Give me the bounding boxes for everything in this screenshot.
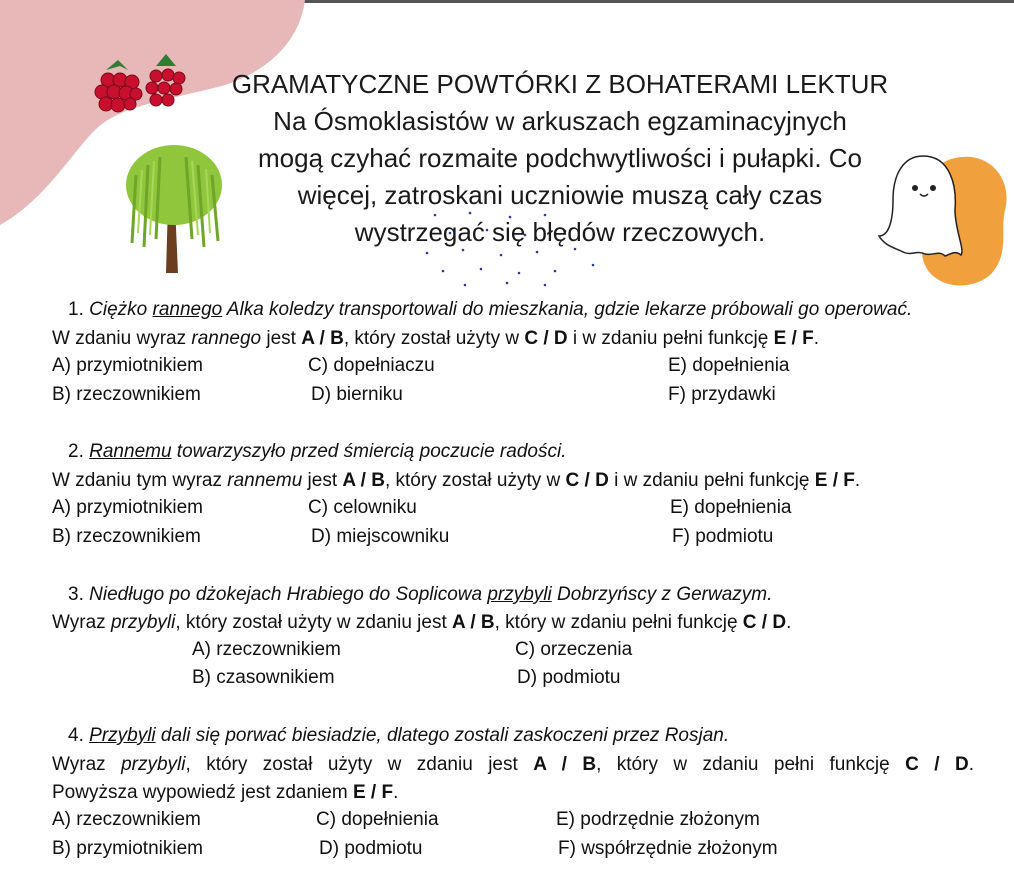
- question-4-prompt-line2: Powyższa wypowiedź jest zdaniem E / F.: [52, 782, 399, 803]
- answer-option: F) podmiotu: [672, 526, 774, 547]
- raspberry-icon: [76, 42, 196, 117]
- answer-option: D) podmiotu: [319, 838, 423, 859]
- answer-option: F) przydawki: [668, 384, 776, 405]
- answer-option: E) dopełnienia: [670, 497, 792, 518]
- question-1-stem: 1. Ciężko rannego Alka koledzy transportowali do mieszkania, gdzie lekarze próbowali go operować.: [68, 299, 913, 320]
- page-title: GRAMATYCZNE POWTÓRKI Z BOHATERAMI LEKTUR: [231, 69, 889, 99]
- answer-option: D) bierniku: [311, 384, 403, 405]
- answer-option: C) dopełniaczu: [308, 355, 435, 376]
- question-4-prompt: Wyraz przybyli, który został użyty w zdaniu jest A / B, który w zdaniu pełni funkcję C / D.: [52, 754, 974, 775]
- answer-option: E) dopełnienia: [668, 355, 790, 376]
- question-2-stem: 2. Rannemu towarzyszyło przed śmiercią poczucie radości.: [68, 441, 567, 462]
- intro-header: [215, 66, 905, 251]
- intro-line: Na Ósmoklasistów w arkuszach egzaminacyjnych: [273, 106, 847, 136]
- answer-option: D) podmiotu: [517, 667, 621, 688]
- intro-line: wystrzegać się błędów rzeczowych.: [354, 217, 766, 247]
- intro-line: więcej, zatroskani uczniowie muszą cały czas: [297, 180, 823, 210]
- question-1-prompt: W zdaniu wyraz rannego jest A / B, który został użyty w C / D i w zdaniu pełni funkcję E / F.: [52, 328, 819, 349]
- answer-option: A) przymiotnikiem: [52, 355, 203, 376]
- answer-option: B) czasownikiem: [192, 667, 335, 688]
- question-3-stem: 3. Niedługo po dżokejach Hrabiego do Soplicowa przybyli Dobrzyńscy z Gerwazym.: [68, 584, 773, 605]
- key-word: przybyli: [487, 584, 552, 605]
- answer-option: E) podrzędnie złożonym: [556, 809, 760, 830]
- answer-option: A) rzeczownikiem: [52, 809, 201, 830]
- answer-option: B) przymiotnikiem: [52, 838, 203, 859]
- answer-option: C) dopełnienia: [316, 809, 439, 830]
- question-4-stem: 4. Przybyli dali się porwać biesiadzie, dlatego zostali zaskoczeni przez Rosjan.: [68, 725, 730, 746]
- answer-option: C) celowniku: [308, 497, 417, 518]
- key-word: Przybyli: [89, 725, 156, 746]
- answer-option: B) rzeczownikiem: [52, 384, 201, 405]
- answer-option: A) przymiotnikiem: [52, 497, 203, 518]
- question-2-prompt: W zdaniu tym wyraz rannemu jest A / B, który został użyty w C / D i w zdaniu pełni funkcję E / F.: [52, 470, 861, 491]
- answer-option: B) rzeczownikiem: [52, 526, 201, 547]
- answer-option: C) orzeczenia: [515, 639, 633, 660]
- answer-option: F) współrzędnie złożonym: [558, 838, 778, 859]
- answer-option: D) miejscowniku: [311, 526, 450, 547]
- answer-option: A) rzeczownikiem: [192, 639, 341, 660]
- key-word: Rannemu: [89, 441, 172, 462]
- intro-line: mogą czyhać rozmaite podchwytliwości i pułapki. Co: [257, 143, 863, 173]
- key-word: rannego: [152, 299, 223, 320]
- question-3-prompt: Wyraz przybyli, który został użyty w zdaniu jest A / B, który w zdaniu pełni funkcję C / D.: [52, 612, 792, 633]
